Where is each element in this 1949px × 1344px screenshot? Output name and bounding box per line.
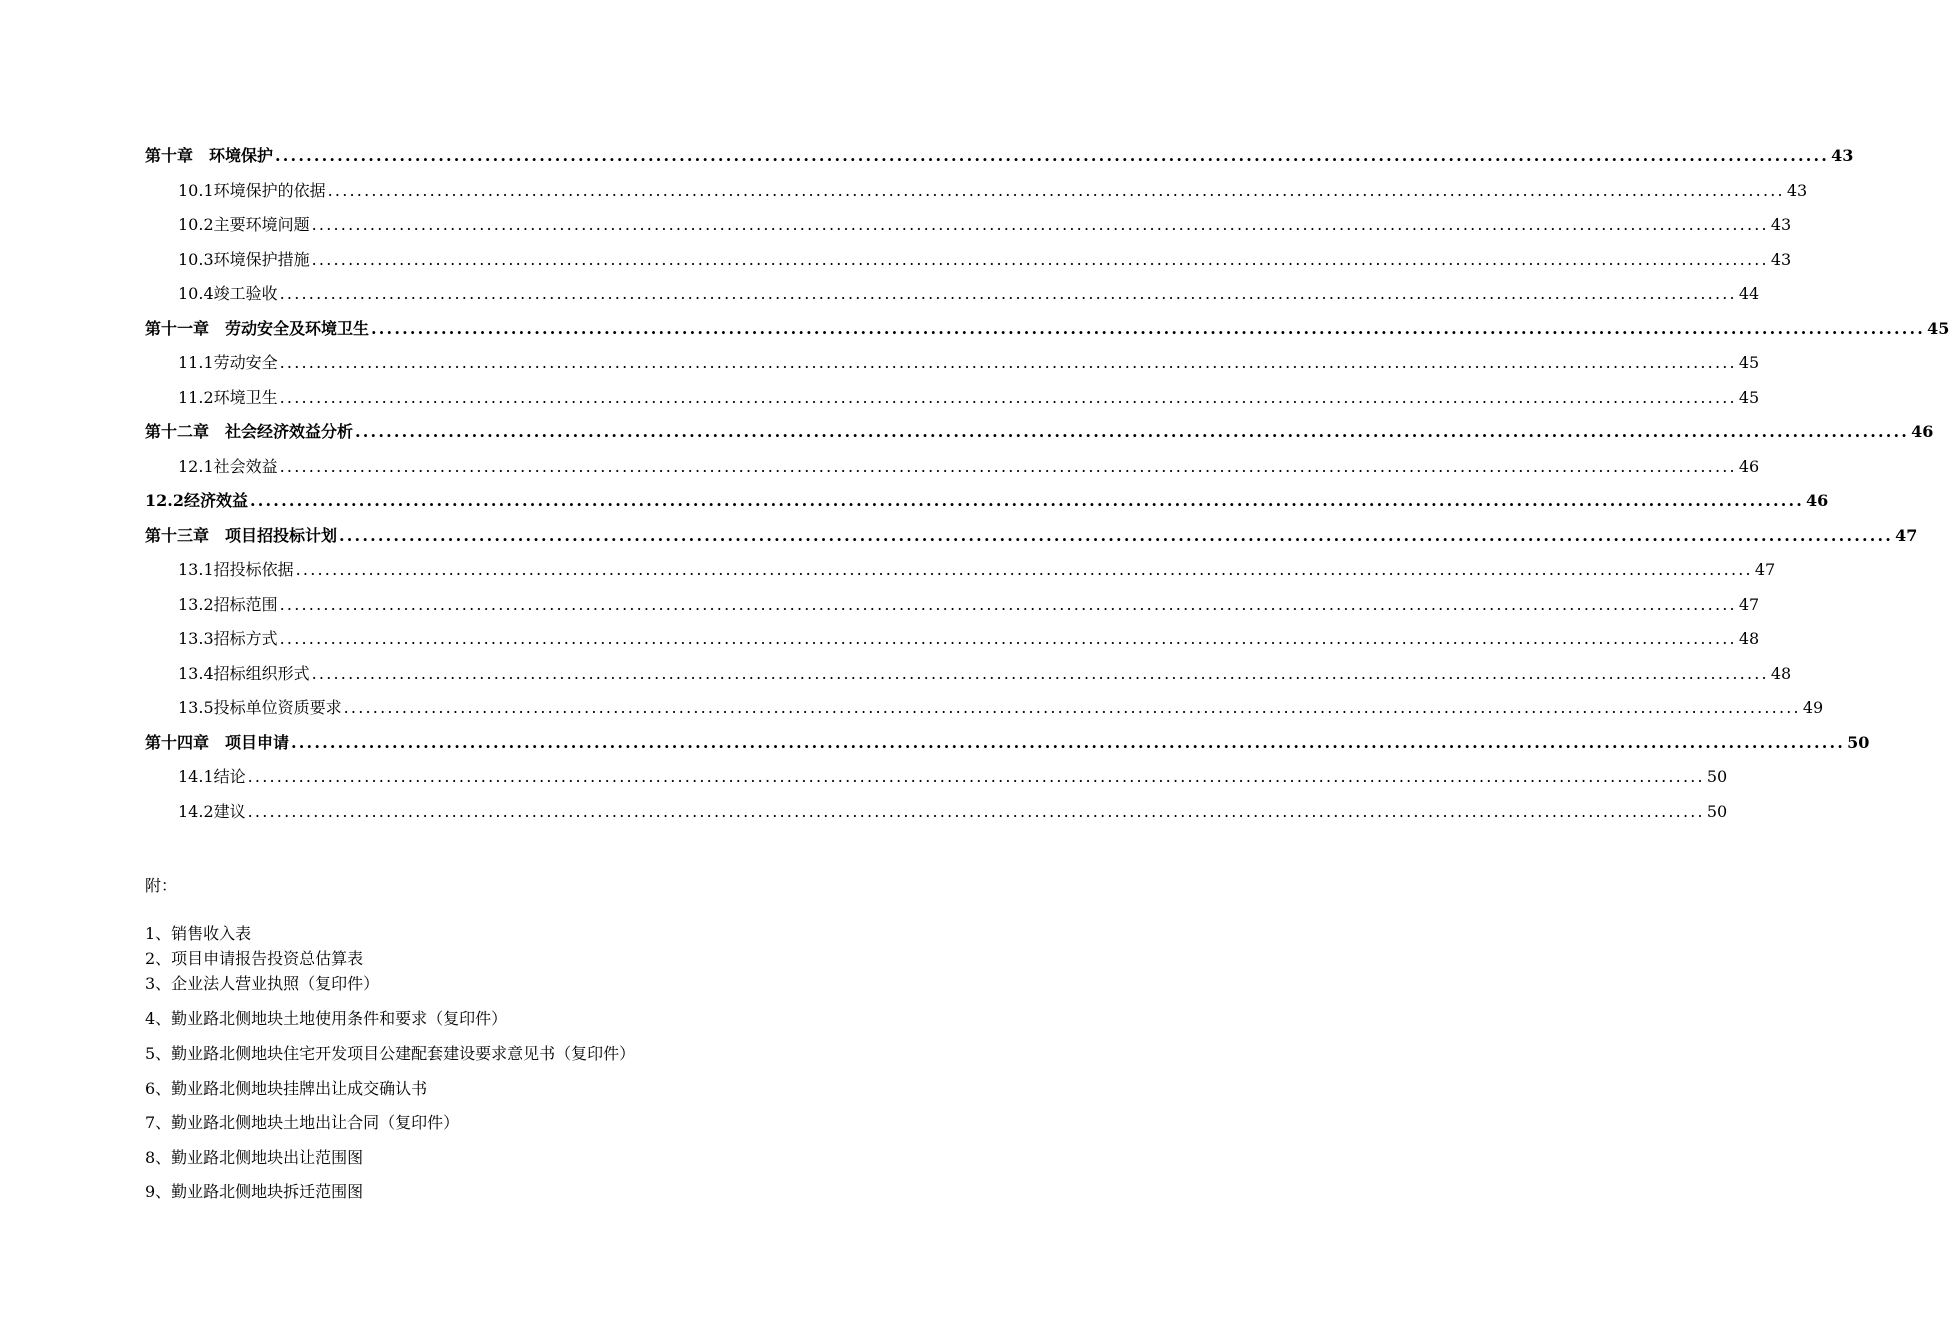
toc-entry-label: 13.3招标方式 <box>178 629 278 648</box>
toc-section-entry[interactable] <box>145 247 1792 282</box>
toc-entry-page: 43 <box>1831 146 1854 165</box>
toc-entry-label: 11.2环境卫生 <box>178 387 278 407</box>
toc-entry-label: 第十章 环境保护 <box>145 146 274 165</box>
toc-entry-page: 43 <box>1770 215 1792 234</box>
toc-entry-page: 47 <box>1754 560 1776 579</box>
toc-entry-label: 12.2经济效益 <box>145 491 248 510</box>
toc-entry-page: 46 <box>1911 422 1934 441</box>
appendix-item: 1、销售收入表 <box>145 924 252 943</box>
toc-leader-dots: ........................................................................................................................................................................................................ <box>279 629 1737 648</box>
toc-section-entry[interactable] <box>145 695 1824 730</box>
toc-entry-page: 45 <box>1738 353 1760 372</box>
toc-chapter-entry[interactable] <box>145 488 1829 523</box>
toc-leader-dots: ........................................................................................................................................................................................................ <box>311 215 1769 234</box>
toc-leader-dots: ........................................................................................................................................................................................................ <box>279 594 1737 614</box>
toc-section-entry[interactable] <box>145 281 1760 316</box>
toc-entry-label: 第十三章 项目招投标计划 <box>145 525 338 545</box>
toc-entry-label: 10.2主要环境问题 <box>178 215 310 234</box>
toc-leader-dots: ........................................................................................................................................................................................................ <box>339 525 1894 545</box>
toc-entry-label: 第十四章 项目申请 <box>145 732 290 752</box>
toc-section-entry[interactable] <box>145 799 1728 834</box>
toc-chapter-entry[interactable] <box>145 523 1918 558</box>
appendix-item: 7、勤业路北侧地块土地出让合同（复印件） <box>145 1113 460 1132</box>
toc-entry-label: 13.5投标单位资质要求 <box>178 698 342 717</box>
toc-section-entry[interactable] <box>145 385 1760 420</box>
toc-chapter-entry[interactable] <box>145 143 1854 178</box>
toc-chapter-entry[interactable] <box>145 419 1934 454</box>
toc-leader-dots: ........................................................................................................................................................................................................ <box>279 387 1737 407</box>
toc-entry-label: 11.1劳动安全 <box>178 353 278 372</box>
appendix-item: 6、勤业路北侧地块挂牌出让成交确认书 <box>145 1079 428 1098</box>
table-of-contents <box>145 143 1949 833</box>
toc-leader-dots: ........................................................................................................................................................................................................ <box>371 318 1926 338</box>
toc-entry-page: 50 <box>1706 767 1728 786</box>
appendix-item: 4、勤业路北侧地块土地使用条件和要求（复印件） <box>145 1009 508 1028</box>
toc-entry-page: 46 <box>1738 456 1760 476</box>
toc-chapter-entry[interactable] <box>145 730 1870 765</box>
toc-entry-page: 47 <box>1738 594 1760 614</box>
toc-entry-page: 50 <box>1706 801 1728 821</box>
toc-section-entry[interactable] <box>145 454 1760 489</box>
toc-entry-label: 13.4招标组织形式 <box>178 663 310 683</box>
toc-entry-page: 45 <box>1738 387 1760 407</box>
toc-section-entry[interactable] <box>145 350 1760 385</box>
toc-section-entry[interactable] <box>145 178 1808 213</box>
toc-entry-page: 44 <box>1738 284 1760 303</box>
toc-leader-dots: ........................................................................................................................................................................................................ <box>295 560 1753 579</box>
toc-entry-page: 50 <box>1847 732 1870 752</box>
toc-entry-label: 第十二章 社会经济效益分析 <box>145 422 354 441</box>
toc-entry-page: 48 <box>1738 629 1760 648</box>
toc-entry-label: 10.4竣工验收 <box>178 284 278 303</box>
toc-section-entry[interactable] <box>145 557 1776 592</box>
toc-section-entry[interactable] <box>145 592 1760 627</box>
toc-leader-dots: ........................................................................................................................................................................................................ <box>279 353 1737 372</box>
toc-entry-label: 12.1社会效益 <box>178 456 278 476</box>
appendix-title: 附： <box>145 876 178 895</box>
appendix-item: 8、勤业路北侧地块出让范围图 <box>145 1148 364 1167</box>
toc-leader-dots: ........................................................................................................................................................................................................ <box>311 663 1769 683</box>
toc-leader-dots: ........................................................................................................................................................................................................ <box>247 801 1705 821</box>
appendix-item: 5、勤业路北侧地块住宅开发项目公建配套建设要求意见书（复印件） <box>145 1044 636 1063</box>
toc-entry-label: 10.1环境保护的依据 <box>178 180 326 200</box>
toc-leader-dots: ........................................................................................................................................................................................................ <box>311 249 1769 269</box>
toc-leader-dots: ........................................................................................................................................................................................................ <box>343 698 1801 717</box>
toc-entry-label: 13.2招标范围 <box>178 594 278 614</box>
toc-section-entry[interactable] <box>145 212 1792 247</box>
toc-leader-dots: ........................................................................................................................................................................................................ <box>249 491 1805 510</box>
toc-entry-label: 10.3环境保护措施 <box>178 249 310 269</box>
toc-entry-label: 14.1结论 <box>178 767 246 786</box>
toc-entry-page: 49 <box>1802 698 1824 717</box>
toc-leader-dots: ........................................................................................................................................................................................................ <box>355 422 1910 441</box>
toc-entry-page: 43 <box>1770 249 1792 269</box>
appendix-item: 3、企业法人营业执照（复印件） <box>145 974 380 993</box>
toc-leader-dots: ........................................................................................................................................................................................................ <box>279 456 1737 476</box>
toc-entry-page: 43 <box>1786 180 1808 200</box>
toc-entry-page: 47 <box>1895 525 1918 545</box>
toc-leader-dots: ........................................................................................................................................................................................................ <box>327 180 1785 200</box>
toc-entry-label: 13.1招投标依据 <box>178 560 294 579</box>
toc-section-entry[interactable] <box>145 764 1728 799</box>
toc-leader-dots: ........................................................................................................................................................................................................ <box>279 284 1737 303</box>
toc-section-entry[interactable] <box>145 661 1792 696</box>
toc-chapter-entry[interactable] <box>145 316 1949 351</box>
toc-leader-dots: ........................................................................................................................................................................................................ <box>275 146 1830 165</box>
toc-entry-page: 46 <box>1806 491 1829 510</box>
appendix-item: 9、勤业路北侧地块拆迁范围图 <box>145 1182 364 1201</box>
toc-entry-page: 48 <box>1770 663 1792 683</box>
toc-leader-dots: ........................................................................................................................................................................................................ <box>291 732 1846 752</box>
toc-leader-dots: ........................................................................................................................................................................................................ <box>247 767 1705 786</box>
toc-entry-label: 第十一章 劳动安全及环境卫生 <box>145 318 370 338</box>
appendix-item: 2、项目申请报告投资总估算表 <box>145 949 364 968</box>
toc-entry-label: 14.2建议 <box>178 801 246 821</box>
toc-entry-page: 45 <box>1927 318 1949 338</box>
toc-section-entry[interactable] <box>145 626 1760 661</box>
